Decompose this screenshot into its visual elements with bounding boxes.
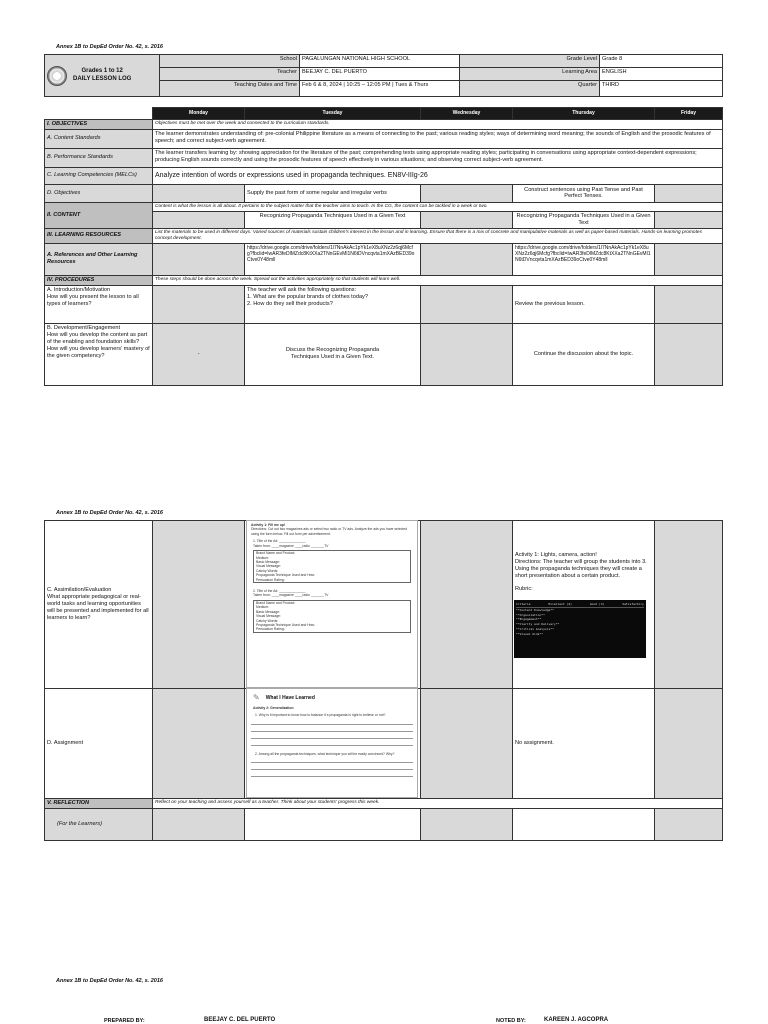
- procedures-title: IV. PROCEDURES: [45, 275, 153, 285]
- day-monday: Monday: [153, 108, 245, 120]
- rubric-row: **Content Knowledge**: [516, 607, 554, 612]
- ws-activity-title: Activity 1: Fill me up!: [251, 523, 286, 527]
- header-table: [44, 54, 723, 97]
- rubric-row: **Visual Aids**: [516, 631, 544, 636]
- references-thursday[interactable]: https://drive.google.com/drive/folders/1l7NnAkAc1pYk1eX8uXNz2z6qj6Mcfg?fbclid=IwAR3feDlMZdc8KtXXa2TNnGEvMl1N6tDVncqvta1mXAzBED39oCtve0Y48mll: [513, 243, 655, 275]
- content-tuesday: Recognizing Propaganda Techniques Used in a Given Text: [245, 211, 421, 228]
- rubric-h0: Criteria: [516, 602, 531, 606]
- assignment-thursday: No assignment.: [513, 689, 655, 799]
- assignment-label: D. Assignment: [45, 689, 153, 799]
- pencil-icon: ✎: [253, 693, 260, 702]
- for-learners-label: (For the Learners): [45, 808, 153, 840]
- ws2-field-1: Brand Name and Product:: [256, 600, 296, 605]
- grade-level-label: Grade Level: [460, 55, 600, 68]
- ws-generalization: Activity 2: Generalization: [253, 706, 294, 710]
- ws2-field-7: Persuasion Rating:: [256, 627, 285, 632]
- ws-taken-from-1: Taken from: ____magazine ____radio _______TV: [253, 543, 329, 548]
- objectives-title: I. OBJECTIVES: [45, 120, 153, 130]
- ws-field-7: Persuasion Rating:: [256, 577, 285, 582]
- day-tuesday: Tuesday: [245, 108, 421, 120]
- references-tuesday[interactable]: https://drive.google.com/drive/folders/1l7NnAkAc1pYk1eX8uXNz2z6qj6Mcfg?fbclid=IwAR3feDlMZdc8KtXXa2TNnGEvMl1N6tDVncqvta1mXAzBED39oCtve0Y48mll: [245, 243, 421, 275]
- ws-q2: 2. Among all the propaganda techniques, what technique you will be easily convinced? Why?: [255, 751, 395, 756]
- rubric-h3: Satisfactory: [622, 602, 644, 606]
- learning-area-label: Learning Area: [460, 68, 600, 81]
- content-standards-value: The learner demonstrates understanding of: pre-colonial Philippine literature as a means of connecting to the past; various reading styles; ways of determining word meaning; the sounds of English and the prosodic features of speech; and correct subject-verb agreement.: [153, 129, 723, 148]
- resources-title: III. LEARNING RESOURCES: [45, 228, 153, 243]
- quarter-value: THIRD: [600, 81, 723, 97]
- school-value: PAGALUNGAN NATIONAL HIGH SCHOOL: [300, 55, 460, 68]
- grade-level-value: Grade 8: [600, 55, 723, 68]
- ws2-field-4: Visual Message:: [256, 614, 281, 619]
- rubric-row: **Organization**: [516, 612, 545, 617]
- ws-ad2-title: 2. Title of the Ad: ______________: [253, 589, 306, 594]
- rubric-image: [514, 600, 646, 658]
- log-title-dll: DAILY LESSON LOG: [73, 75, 132, 82]
- ws-directions: Directions: Cut out two magazines ads or select two radio or TV ads. Analyze the ads you have selected using the form below. Fill out form per advertisement.: [251, 527, 407, 536]
- references-label: A. References and Other Learning Resources: [45, 243, 153, 275]
- ws-form-2: [253, 600, 411, 633]
- ws-field-3: Basic Message:: [256, 559, 280, 564]
- resources-note: List the materials to be used in different days. Varied sources of materials sustain children's interest in the lesson and in learning. Ensure that there is a mix of concrete and manipulative materials as well as paper-based materials. Hands-on learning promotes concept development.: [153, 228, 723, 243]
- rubric-h1: Excellent (4): [548, 602, 572, 606]
- ws-field-1: Brand Name and Product:: [256, 551, 296, 556]
- objectives-label: D. Objectives: [45, 184, 153, 202]
- noter-name: KAREEN J. AGCOPRA: [544, 1017, 609, 1023]
- ws-form-1: [253, 550, 411, 583]
- dev-monday: -: [153, 323, 245, 385]
- rubric-h2: Good (3): [589, 602, 605, 606]
- noted-by-label: NOTED BY:: [496, 1018, 526, 1024]
- ws-field-2: Medium:: [256, 555, 270, 560]
- performance-standards-value: The learner transfers learning by: showing appreciation for the literature of the past; comprehending texts using appropriate reading styles; participating in conversations using appropriate context-dependent expressions; producing English sounds correctly and using the prosodic features of speech effectively in various situations; and observing correct subject-verb agreement.: [153, 148, 723, 167]
- content-title: II. CONTENT: [45, 202, 153, 228]
- dev-label: B. Development/Engagement How will you develop the content as part of the enabling and foundation skills? How will you develop learners' mastery of the given competency?: [45, 323, 153, 385]
- rubric-row: **Clarity and Delivery**: [516, 622, 560, 627]
- dev-thursday: Continue the discussion about the topic.: [513, 323, 655, 385]
- rubric-label: Rubric:: [515, 585, 533, 592]
- day-thursday: Thursday: [513, 108, 655, 120]
- annex-label: Annex 1B to DepEd Order No. 42, s. 2016: [56, 44, 163, 50]
- thursday-objective: Construct sentences using Past Tense and Past Perfect Tenses.: [513, 184, 655, 202]
- dates-label: Teaching Dates and Time: [160, 81, 300, 97]
- reflection-note: Reflect on your teaching and assess yourself as a teacher. Think about your students' progress this week.: [153, 799, 723, 809]
- dev-tuesday: Discuss the Recognizing Propaganda Techniques Used in a Given Text.: [245, 323, 421, 385]
- intro-tuesday: The teacher will ask the following questions: 1. What are the popular brands of clothes today? 2. How do they sell their products?: [245, 285, 421, 323]
- ws-ad1-title: 1. Title of the Ad: ______________: [253, 539, 306, 544]
- content-standards-label: A. Content Standards: [45, 129, 153, 148]
- learning-area-value: ENGLISH: [600, 68, 723, 81]
- deped-seal-icon: [47, 66, 67, 86]
- tuesday-objective: Supply the past form of some regular and irregular verbs: [245, 184, 421, 202]
- worksheet-image-1: [246, 520, 418, 688]
- objectives-note: Objectives must be met over the week and connected to the curriculum standards.: [153, 120, 723, 130]
- ws2-field-2: Medium:: [256, 605, 270, 610]
- ws2-field-6: Propaganda Technique Used and How:: [256, 623, 315, 628]
- school-label: School: [160, 55, 300, 68]
- log-title-cell: [45, 55, 160, 97]
- ws-q1: 1. Why is it important to know how to balance if a propaganda is right to believe or not?: [255, 713, 386, 718]
- reflection-title: V. REFLECTION: [45, 799, 153, 809]
- annex-label-2: Annex 1B to DepEd Order No. 42, s. 2016: [56, 510, 163, 516]
- log-title-grades: Grades 1 to 12: [81, 68, 123, 74]
- ws2-field-5: Catchy Words:: [256, 618, 279, 623]
- quarter-label: Quarter: [460, 81, 600, 97]
- ws-field-5: Catchy Words:: [256, 568, 279, 573]
- teacher-value: BEEJAY C. DEL PUERTO: [300, 68, 460, 81]
- competencies-label: C. Learning Competencies (MELCs): [45, 167, 153, 184]
- day-friday: Friday: [655, 108, 723, 120]
- prepared-by-label: PREPARED BY:: [104, 1018, 145, 1024]
- rubric-row: **Engagement**: [516, 617, 542, 622]
- worksheet-image-2: [246, 688, 418, 798]
- ws-field-4: Visual Message:: [256, 564, 281, 569]
- intro-thursday: Review the previous lesson.: [513, 285, 655, 323]
- ws-taken-from-2: Taken from: ____magazine ____radio _______TV: [253, 593, 329, 598]
- ws2-field-3: Basic Message:: [256, 609, 280, 614]
- dates-value: Feb 6 & 8, 2024 | 10:25 – 12:05 PM | Tues & Thurs: [300, 81, 460, 97]
- intro-label: A. Introduction/Motivation How will you present the lesson to all types of learners?: [45, 285, 153, 323]
- day-wednesday: Wednesday: [421, 108, 513, 120]
- annex-label-3: Annex 1B to DepEd Order No. 42, s. 2016: [56, 978, 163, 984]
- content-thursday: Recognizing Propaganda Techniques Used in a Given Text: [513, 211, 655, 228]
- assim-thursday: Activity 1: Lights, camera, action! Directions: The teacher will group the students into 3. Using the propaganda techniques they will create a short presentation about a certain product.: [515, 552, 647, 579]
- competencies-value: Analyze intention of words or expressions used in propaganda techniques. EN8V-IIIg-26: [153, 167, 723, 184]
- ws-field-6: Propaganda Technique Used and How:: [256, 573, 315, 578]
- performance-standards-label: B. Performance Standards: [45, 148, 153, 167]
- lesson-table-page1: [44, 107, 723, 386]
- procedures-note: These steps should be done across the week. Spread out the activities appropriately so that students will learn well.: [153, 275, 723, 285]
- rubric-row: **Critical Analysis**: [516, 626, 554, 631]
- preparer-name: BEEJAY C. DEL PUERTO: [204, 1017, 276, 1023]
- teacher-label: Teacher: [160, 68, 300, 81]
- ws-learned-title: What I Have Learned: [265, 694, 315, 701]
- assim-label: C. Assimilation/Evaluation What appropriate pedagogical or real-world tasks and learning opportunities will be presented and implemented for all learners to learn?: [45, 521, 153, 689]
- content-note: Content is what the lesson is all about. It pertains to the subject matter that the teacher aims to teach. In the CG, the content can be tackled in a week or two.: [153, 202, 723, 211]
